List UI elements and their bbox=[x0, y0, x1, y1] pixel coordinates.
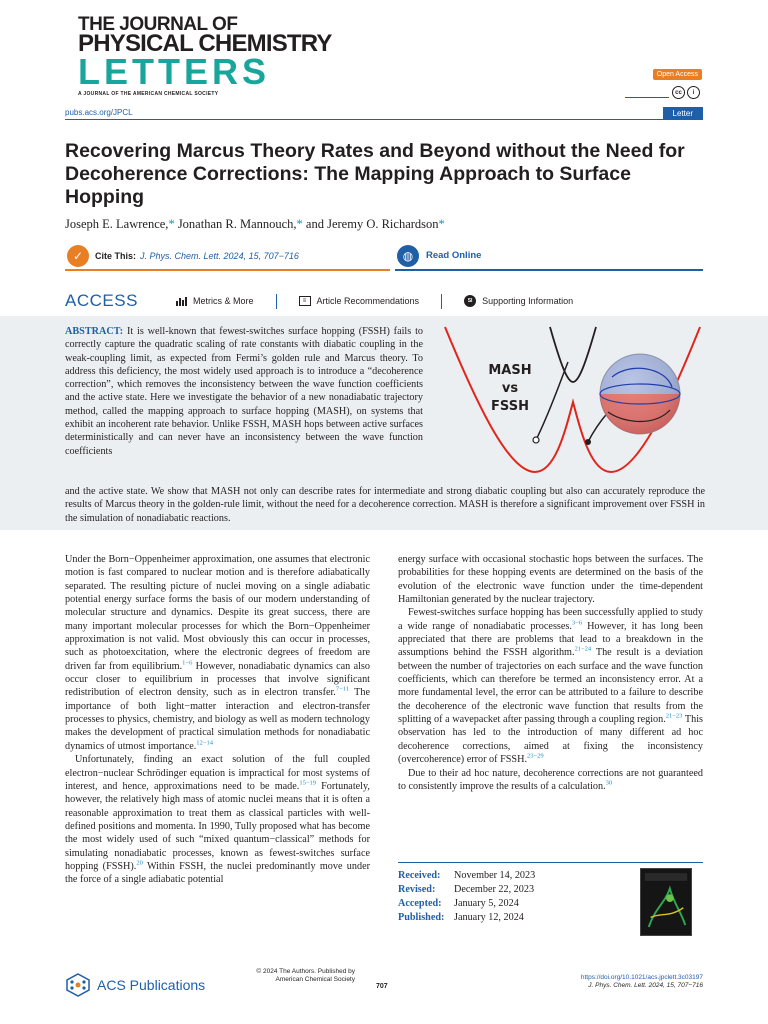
footer-doi-block bbox=[581, 974, 703, 990]
ref-link[interactable]: 15−19 bbox=[299, 779, 316, 787]
metrics-label: Metrics & More bbox=[193, 296, 254, 306]
acs-hexagon-icon bbox=[65, 973, 91, 997]
date-row-revised bbox=[398, 883, 535, 897]
journal-url-link[interactable]: pubs.acs.org/JPCL bbox=[65, 108, 133, 117]
abstract-tail: and the active state. We show that MASH not only can describe rates for intermediate and strong diabatic coupling but also can accurately reproduce the results of Marcus theory in the golden-rule limit, without the need for a decoherence correction. MASH is therefore a significant improvement over FSSH in the simulation of nonadiabatic reactions. bbox=[65, 486, 705, 524]
author-richardson[interactable]: and Jeremy O. Richardson bbox=[305, 217, 439, 231]
text: Fewest-switches surface hopping has been successfully applied to study a wide range of nonadiabatic processes. bbox=[398, 607, 703, 632]
article-icon: ≡ bbox=[299, 296, 311, 306]
ref-link[interactable]: 3−6 bbox=[571, 619, 583, 627]
date-row-received bbox=[398, 869, 535, 883]
author-mannouch[interactable]: Jonathan R. Mannouch, bbox=[177, 217, 297, 231]
supporting-info-label: Supporting Information bbox=[482, 296, 574, 306]
si-icon: SI bbox=[464, 295, 476, 307]
header-rule bbox=[65, 119, 703, 120]
acs-publications-logo[interactable] bbox=[65, 973, 205, 997]
author-list bbox=[65, 217, 445, 232]
ref-link[interactable]: 23−29 bbox=[527, 752, 544, 760]
cc-license-icons[interactable] bbox=[672, 86, 700, 99]
ref-link[interactable]: 12−14 bbox=[196, 739, 213, 747]
footer-copyright: © 2024 The Authors. Published by American Chemical Society bbox=[256, 968, 355, 983]
paragraph: energy surface with occasional stochastic hops between the surfaces. The probabilities for these hopping events are determined on the basis of the evolution of the electronic wave function under the time-dependent Hamiltonian generated by the nuclear trajectory. bbox=[398, 554, 703, 606]
acs-publications-text: ACS Publications bbox=[97, 977, 206, 993]
fig-label-vs: vs bbox=[501, 381, 519, 396]
cc-icon: cc bbox=[672, 86, 685, 99]
text: Unfortunately, finding an exact solution of the full coupled electron−nuclear Schrödinger equation is impractical for most systems of interest, and hence, approximations need to be made. bbox=[65, 754, 370, 792]
paragraph bbox=[398, 606, 703, 766]
paragraph bbox=[65, 753, 370, 886]
ref-link[interactable]: 21−23 bbox=[665, 712, 683, 720]
abstract-body: It is well-known that fewest-switches surface hopping (FSSH) fails to correctly capture the quadratic scaling of rate constants with diabatic coupling in the weak-coupling limit, as expected from Fermi’s golden rule and Marcus theory. To address this deficiency, the most widely used approach is to introduce a “decoherence correction”, which removes the inconsistency between the wave function coefficients and the active state. Here we investigate the behavior of a new nonadiabatic trajectory method, called the mapping approach to surface hopping (MASH), on systems that exhibit an incoherent rate behavior. Unlike FSSH, MASH hops between active surfaces deterministically and can never have an inconsistency between the wave function coefficients bbox=[65, 326, 423, 457]
text: The importance of both light−matter interaction and electron-transfer processes to physics, chemistry, and biology as well as modern technology makes the development of practical simulation methods for nonadiabatic dynamics of utmost importance. bbox=[65, 687, 370, 752]
paragraph bbox=[65, 553, 370, 753]
metrics-button[interactable] bbox=[175, 296, 254, 306]
journal-tagline: A JOURNAL OF THE AMERICAN CHEMICAL SOCIETY bbox=[78, 91, 219, 97]
read-online-link[interactable]: Read Online bbox=[426, 250, 482, 261]
date-value: January 12, 2024 bbox=[454, 912, 524, 923]
bar-chart-icon bbox=[175, 296, 187, 306]
publication-dates bbox=[398, 869, 535, 925]
ref-link[interactable]: 30 bbox=[605, 779, 613, 787]
journal-logo-line3: LETTERS bbox=[78, 51, 271, 92]
ref-link[interactable]: 7−11 bbox=[335, 686, 350, 694]
access-label: ACCESS bbox=[65, 291, 138, 310]
recommendations-label: Article Recommendations bbox=[316, 296, 420, 306]
doi-link[interactable]: https://doi.org/10.1021/acs.jpclett.3c03197 bbox=[580, 974, 703, 981]
journal-logo bbox=[78, 16, 332, 97]
corresponding-asterisk[interactable]: * bbox=[168, 217, 175, 231]
author-lawrence[interactable]: Joseph E. Lawrence, bbox=[65, 217, 169, 231]
text: Within FSSH, the nuclei predominantly move under the force of a single adiabatic potential bbox=[65, 860, 370, 886]
cite-this-box[interactable] bbox=[65, 242, 390, 271]
supporting-info-button[interactable] bbox=[464, 295, 573, 307]
globe-icon: ◍ bbox=[397, 245, 419, 267]
page-number: 707 bbox=[376, 983, 388, 990]
date-value: November 14, 2023 bbox=[454, 870, 536, 881]
body-right-column bbox=[398, 553, 703, 793]
recommendations-button[interactable] bbox=[299, 296, 420, 306]
ref-link[interactable]: 1−6 bbox=[182, 659, 193, 667]
date-label: Published: bbox=[398, 912, 445, 923]
ref-link[interactable]: 21−24 bbox=[574, 646, 592, 654]
footer-citation: J. Phys. Chem. Lett. 2024, 15, 707−716 bbox=[588, 982, 703, 989]
fig-label-fssh: FSSH bbox=[491, 399, 529, 414]
corresponding-asterisk[interactable]: * bbox=[296, 217, 303, 231]
text: This observation has led to the introduction of many different ad hoc decoherence corrections, aimed at fixing the inconsistency (overcoherence) error of FSSH. bbox=[398, 714, 703, 766]
text: Fortunately, however, the relatively high mass of atomic nuclei means that it is often a reasonable approximation to treat them as classical particles with well-defined positions and momenta. In 1990, Tully proposed what has become the most widely used of such “mixed quantum−classical” methods for simulating nonadiabatic processes, known as fewest-switches surface hopping (FSSH). bbox=[65, 780, 370, 872]
date-label: Received: bbox=[398, 870, 441, 881]
date-value: January 5, 2024 bbox=[454, 898, 519, 909]
journal-logo-line1: THE JOURNAL OF bbox=[78, 14, 238, 35]
text: However, nonadiabatic dynamics can also occur closer to equilibrium in processes that involve significant redistribution of electron density, such as in electron transfer. bbox=[65, 660, 370, 699]
dates-rule bbox=[398, 862, 703, 863]
body-left-column bbox=[65, 553, 370, 887]
journal-cover-thumbnail[interactable] bbox=[640, 868, 692, 936]
abstract-text bbox=[65, 325, 423, 458]
ref-link[interactable]: 20 bbox=[136, 859, 143, 867]
toc-graphic bbox=[440, 322, 705, 482]
date-label: Revised: bbox=[398, 884, 436, 895]
citation-text[interactable]: J. Phys. Chem. Lett. 2024, 15, 707−716 bbox=[140, 250, 299, 261]
open-access-badge: Open Access bbox=[653, 69, 702, 80]
article-title: Recovering Marcus Theory Rates and Beyond without the Need for Decoherence Corrections: The Mapping Approach to Surface Hopping bbox=[65, 140, 685, 208]
cite-label: Cite This: bbox=[95, 250, 137, 261]
read-online-box[interactable] bbox=[395, 242, 703, 271]
abstract-label: ABSTRACT: bbox=[65, 326, 124, 337]
access-separator bbox=[441, 294, 442, 309]
access-bar bbox=[65, 288, 703, 314]
text: Under the Born−Oppenheimer approximation, one assumes that electronic motion is fast compared to nuclear motion and is therefore adiabatically separated. The resulting picture of nuclei moving on a single adiabatic potential energy surface forms the basis of our modern understanding of molecular structure and dynamics. Despite its great success, there are many important molecular processes for which the Born−Oppenheimer approximation is not valid. Most obviously this can occur in processes, such as photoexcitation, where the electronic degrees of freedom are driven far from equilibrium. bbox=[65, 554, 370, 672]
access-separator bbox=[276, 294, 277, 309]
corresponding-asterisk[interactable]: * bbox=[438, 217, 445, 231]
date-row-published bbox=[398, 911, 535, 925]
text: However, it has long been appreciated that there are problems that lead to a breakdown in the assumptions behind the FSSH algorithm. bbox=[398, 620, 703, 659]
article-type-badge: Letter bbox=[663, 107, 703, 120]
date-label: Accepted: bbox=[398, 898, 442, 909]
license-rule bbox=[625, 97, 669, 98]
paragraph bbox=[398, 767, 703, 794]
checkmark-icon: ✓ bbox=[67, 245, 89, 267]
fig-label-mash: MASH bbox=[488, 363, 532, 378]
text: Due to their ad hoc nature, decoherence corrections are not guaranteed to consistently improve the results of a calculation. bbox=[398, 767, 703, 792]
date-value: December 22, 2023 bbox=[454, 884, 535, 895]
text: The result is a deviation between the number of trajectories on each surface and the wave function coefficients, which can therefore be termed an inconsistency error. At a more fundamental level, the error can be attributed to a failure to describe the decoherence of the electronic wave function that results from the splitting of a wavepacket after passing through a coupling region. bbox=[398, 647, 704, 726]
by-icon: i bbox=[687, 86, 700, 99]
date-row-accepted bbox=[398, 897, 535, 911]
journal-logo-line2: PHYSICAL CHEMISTRY bbox=[78, 30, 332, 57]
